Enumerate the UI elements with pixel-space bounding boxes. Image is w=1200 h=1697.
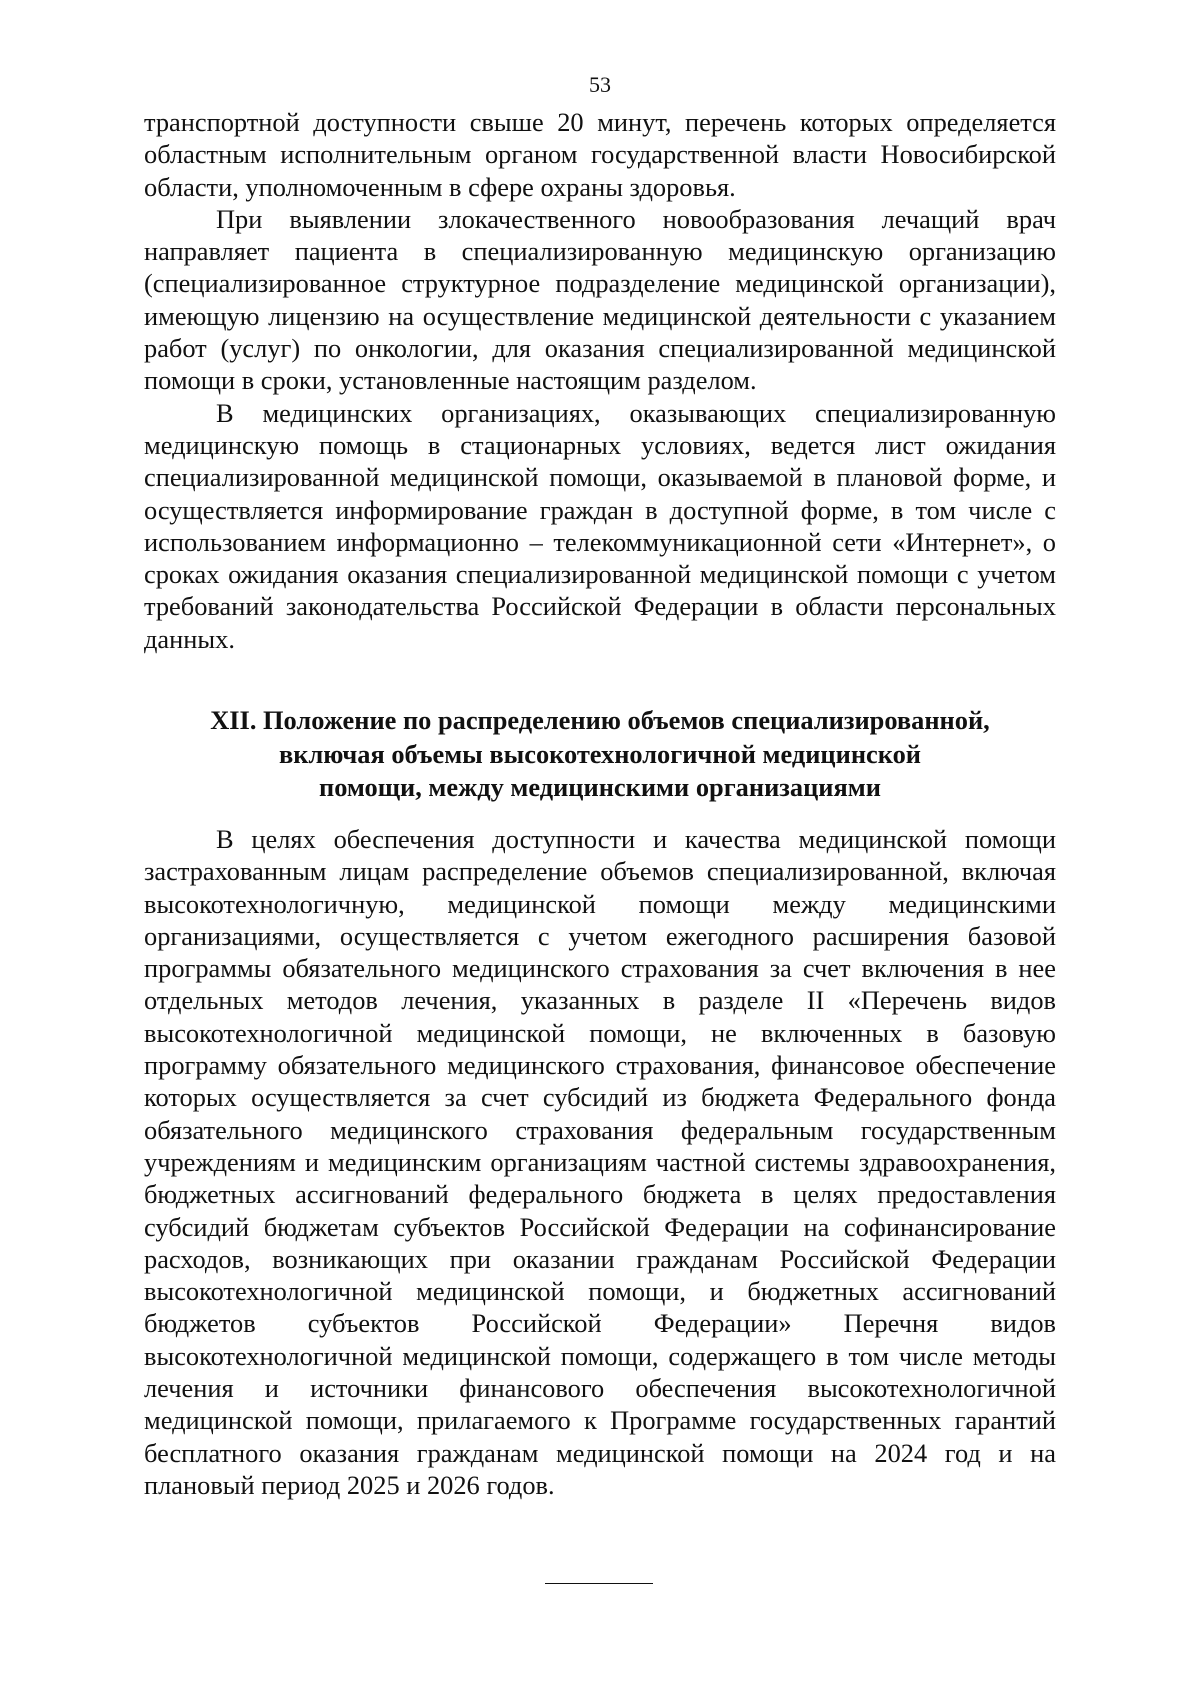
text-block-bottom: [144, 823, 1056, 1501]
section-heading-line-1: XII. Положение по распределению объемов специализированной,: [210, 705, 990, 735]
text-block-top: [144, 106, 1056, 655]
end-of-section-rule: [545, 1583, 653, 1584]
section-heading-line-3: помощи, между медицинскими организациями: [319, 772, 881, 802]
paragraph-continuation: транспортной доступности свыше 20 минут, перечень которых определяется областным исполнительным органом государственной власти Новосибирской области, уполномоченным в сфере охраны здоровья.: [144, 107, 1056, 202]
paragraph-waiting-list: В медицинских организациях, оказывающих специализированную медицинскую помощь в стационарных условиях, ведется лист ожидания специализированной медицинской помощи, оказываемой в плановой форме, и осуществляется информирование граждан в доступной форме, в том числе с использованием информационно – телекоммуникационной сети «Интернет», о сроках ожидания оказания специализированной медицинской помощи с учетом требований законодательства Российской Федерации в области персональных данных.: [144, 397, 1056, 654]
paragraph-oncology-referral: При выявлении злокачественного новообразования лечащий врач направляет пациента в специализированную медицинскую организацию (специализированное структурное подразделение медицинской организации), имеющую лицензию на осуществление медицинской деятельности с указанием работ (услуг) по онкологии, для оказания специализированной медицинской помощи в сроки, установленные настоящим разделом.: [144, 203, 1056, 396]
section-heading: [144, 704, 1056, 805]
paragraph-volume-distribution: В целях обеспечения доступности и качества медицинской помощи застрахованным лицам распределение объемов специализированной, включая высокотехнологичную, медицинской помощи между медицинскими организациями, осуществляется с учетом ежегодного расширения базовой программы обязательного медицинского страхования за счет включения в нее отдельных методов лечения, указанных в разделе II «Перечень видов высокотехнологичной медицинской помощи, не включенных в базовую программу обязательного медицинского страхования, финансовое обеспечение которых осуществляется за счет субсидий из бюджета Федерального фонда обязательного медицинского страхования федеральным государственным учреждениям и медицинским организациям частной системы здравоохранения, бюджетных ассигнований федерального бюджета в целях предоставления субсидий бюджетам субъектов Российской Федерации на софинансирование расходов, возникающих при оказании гражданам Российской Федерации высокотехнологичной медицинской помощи, и бюджетных ассигнований бюджетов субъектов Российской Федерации» Перечня видов высокотехнологичной медицинской помощи, содержащего в том числе методы лечения и источники финансового обеспечения высокотехнологичной медицинской помощи, прилагаемого к Программе государственных гарантий бесплатного оказания гражданам медицинской помощи на 2024 год и на плановый период 2025 и 2026 годов.: [144, 824, 1056, 1500]
page-number: 53: [589, 72, 611, 97]
section-heading-line-2: включая объемы высокотехнологичной медицинской: [278, 738, 922, 769]
